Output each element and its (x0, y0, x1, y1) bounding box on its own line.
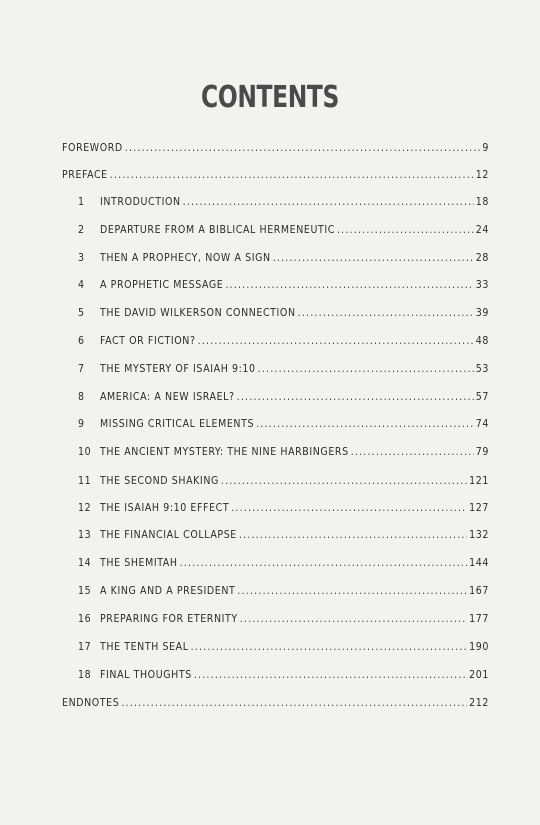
dot-leader (221, 475, 467, 487)
entry-title: ENDNOTES (62, 697, 120, 709)
toc-entry (78, 529, 489, 547)
toc-entry (78, 391, 489, 409)
page-number: 167 (469, 585, 489, 597)
chapter-number: 11 (78, 475, 92, 487)
page-number: 39 (475, 307, 489, 319)
page-number: 132 (469, 529, 489, 541)
toc-entry (78, 669, 489, 687)
dot-leader (110, 169, 474, 181)
toc-entry (62, 169, 489, 187)
toc-entry (78, 613, 489, 631)
entry-title: THE SECOND SHAKING (100, 475, 219, 487)
dot-leader (351, 446, 474, 458)
chapter-number: 1 (78, 196, 85, 208)
toc-entry (78, 502, 489, 520)
page-number: 127 (469, 502, 489, 514)
entry-title: PREPARING FOR ETERNITY (100, 613, 238, 625)
entry-title: FINAL THOUGHTS (100, 669, 192, 681)
page-number: 9 (482, 142, 489, 154)
chapter-number: 8 (78, 391, 85, 403)
dot-leader (337, 224, 474, 236)
page-number: 177 (469, 613, 489, 625)
chapter-number: 14 (78, 557, 92, 569)
toc-entry (78, 196, 489, 214)
dot-leader (231, 502, 467, 514)
page-number: 190 (469, 641, 489, 653)
page-number: 57 (475, 391, 489, 403)
dot-leader (298, 307, 474, 319)
chapter-number: 6 (78, 335, 85, 347)
entry-title: THE FINANCIAL COLLAPSE (100, 529, 237, 541)
dot-leader (180, 557, 468, 569)
toc-entry (78, 279, 489, 297)
toc-entry (62, 142, 489, 160)
page-number: 144 (469, 557, 489, 569)
page-number: 53 (475, 363, 489, 375)
entry-title: THE ISAIAH 9:10 EFFECT (100, 502, 230, 514)
entry-title: THEN A PROPHECY, NOW A SIGN (100, 252, 271, 264)
entry-title: THE SHEMITAH (100, 557, 178, 569)
dot-leader (237, 585, 467, 597)
toc-entry (78, 363, 489, 381)
entry-title: A PROPHETIC MESSAGE (100, 279, 224, 291)
entry-title: THE DAVID WILKERSON CONNECTION (100, 307, 296, 319)
entry-title: DEPARTURE FROM A BIBLICAL HERMENEUTIC (100, 224, 335, 236)
page-title: CONTENTS (201, 80, 339, 115)
dot-leader (256, 418, 474, 430)
entry-title: FACT OR FICTION? (100, 335, 196, 347)
chapter-number: 13 (78, 529, 92, 541)
toc-entry (78, 475, 489, 493)
dot-leader (198, 335, 474, 347)
toc-entry (78, 557, 489, 575)
dot-leader (273, 252, 474, 264)
toc-entry (62, 697, 489, 715)
entry-title: MISSING CRITICAL ELEMENTS (100, 418, 255, 430)
dot-leader (225, 279, 473, 291)
entry-title: AMERICA: A NEW ISRAEL? (100, 391, 235, 403)
toc-entry (78, 641, 489, 659)
chapter-number: 5 (78, 307, 85, 319)
chapter-number: 18 (78, 669, 92, 681)
chapter-number: 15 (78, 585, 92, 597)
page-number: 121 (469, 475, 489, 487)
entry-title: A KING AND A PRESIDENT (100, 585, 236, 597)
entry-title: THE ANCIENT MYSTERY: THE NINE HARBINGERS (100, 446, 349, 458)
dot-leader (125, 142, 481, 154)
toc-entry (78, 224, 489, 242)
chapter-number: 10 (78, 446, 92, 458)
toc-entry (78, 585, 489, 603)
entry-title: PREFACE (62, 169, 108, 181)
dot-leader (237, 391, 474, 403)
page-number: 18 (475, 196, 489, 208)
page-number: 212 (469, 697, 489, 709)
toc-entry (78, 335, 489, 353)
entry-title: INTRODUCTION (100, 196, 181, 208)
dot-leader (121, 697, 467, 709)
chapter-number: 3 (78, 252, 85, 264)
chapter-number: 16 (78, 613, 92, 625)
chapter-number: 17 (78, 641, 92, 653)
toc-entry (78, 252, 489, 270)
dot-leader (194, 669, 467, 681)
chapter-number: 12 (78, 502, 92, 514)
dot-leader (240, 613, 467, 625)
chapter-number: 2 (78, 224, 85, 236)
toc-entry (78, 418, 489, 436)
page-number: 28 (475, 252, 489, 264)
toc-entry (78, 446, 489, 464)
dot-leader (239, 529, 467, 541)
entry-title: FOREWORD (62, 142, 123, 154)
page-number: 201 (469, 669, 489, 681)
entry-title: THE MYSTERY OF ISAIAH 9:10 (100, 363, 256, 375)
dot-leader (258, 363, 474, 375)
toc-entry (78, 307, 489, 325)
page-number: 74 (475, 418, 489, 430)
page-number: 48 (475, 335, 489, 347)
dot-leader (191, 641, 468, 653)
chapter-number: 7 (78, 363, 85, 375)
entry-title: THE TENTH SEAL (100, 641, 189, 653)
dot-leader (183, 196, 474, 208)
page-number: 12 (475, 169, 489, 181)
page-number: 33 (475, 279, 489, 291)
page-number: 79 (475, 446, 489, 458)
chapter-number: 4 (78, 279, 85, 291)
page-number: 24 (475, 224, 489, 236)
chapter-number: 9 (78, 418, 85, 430)
